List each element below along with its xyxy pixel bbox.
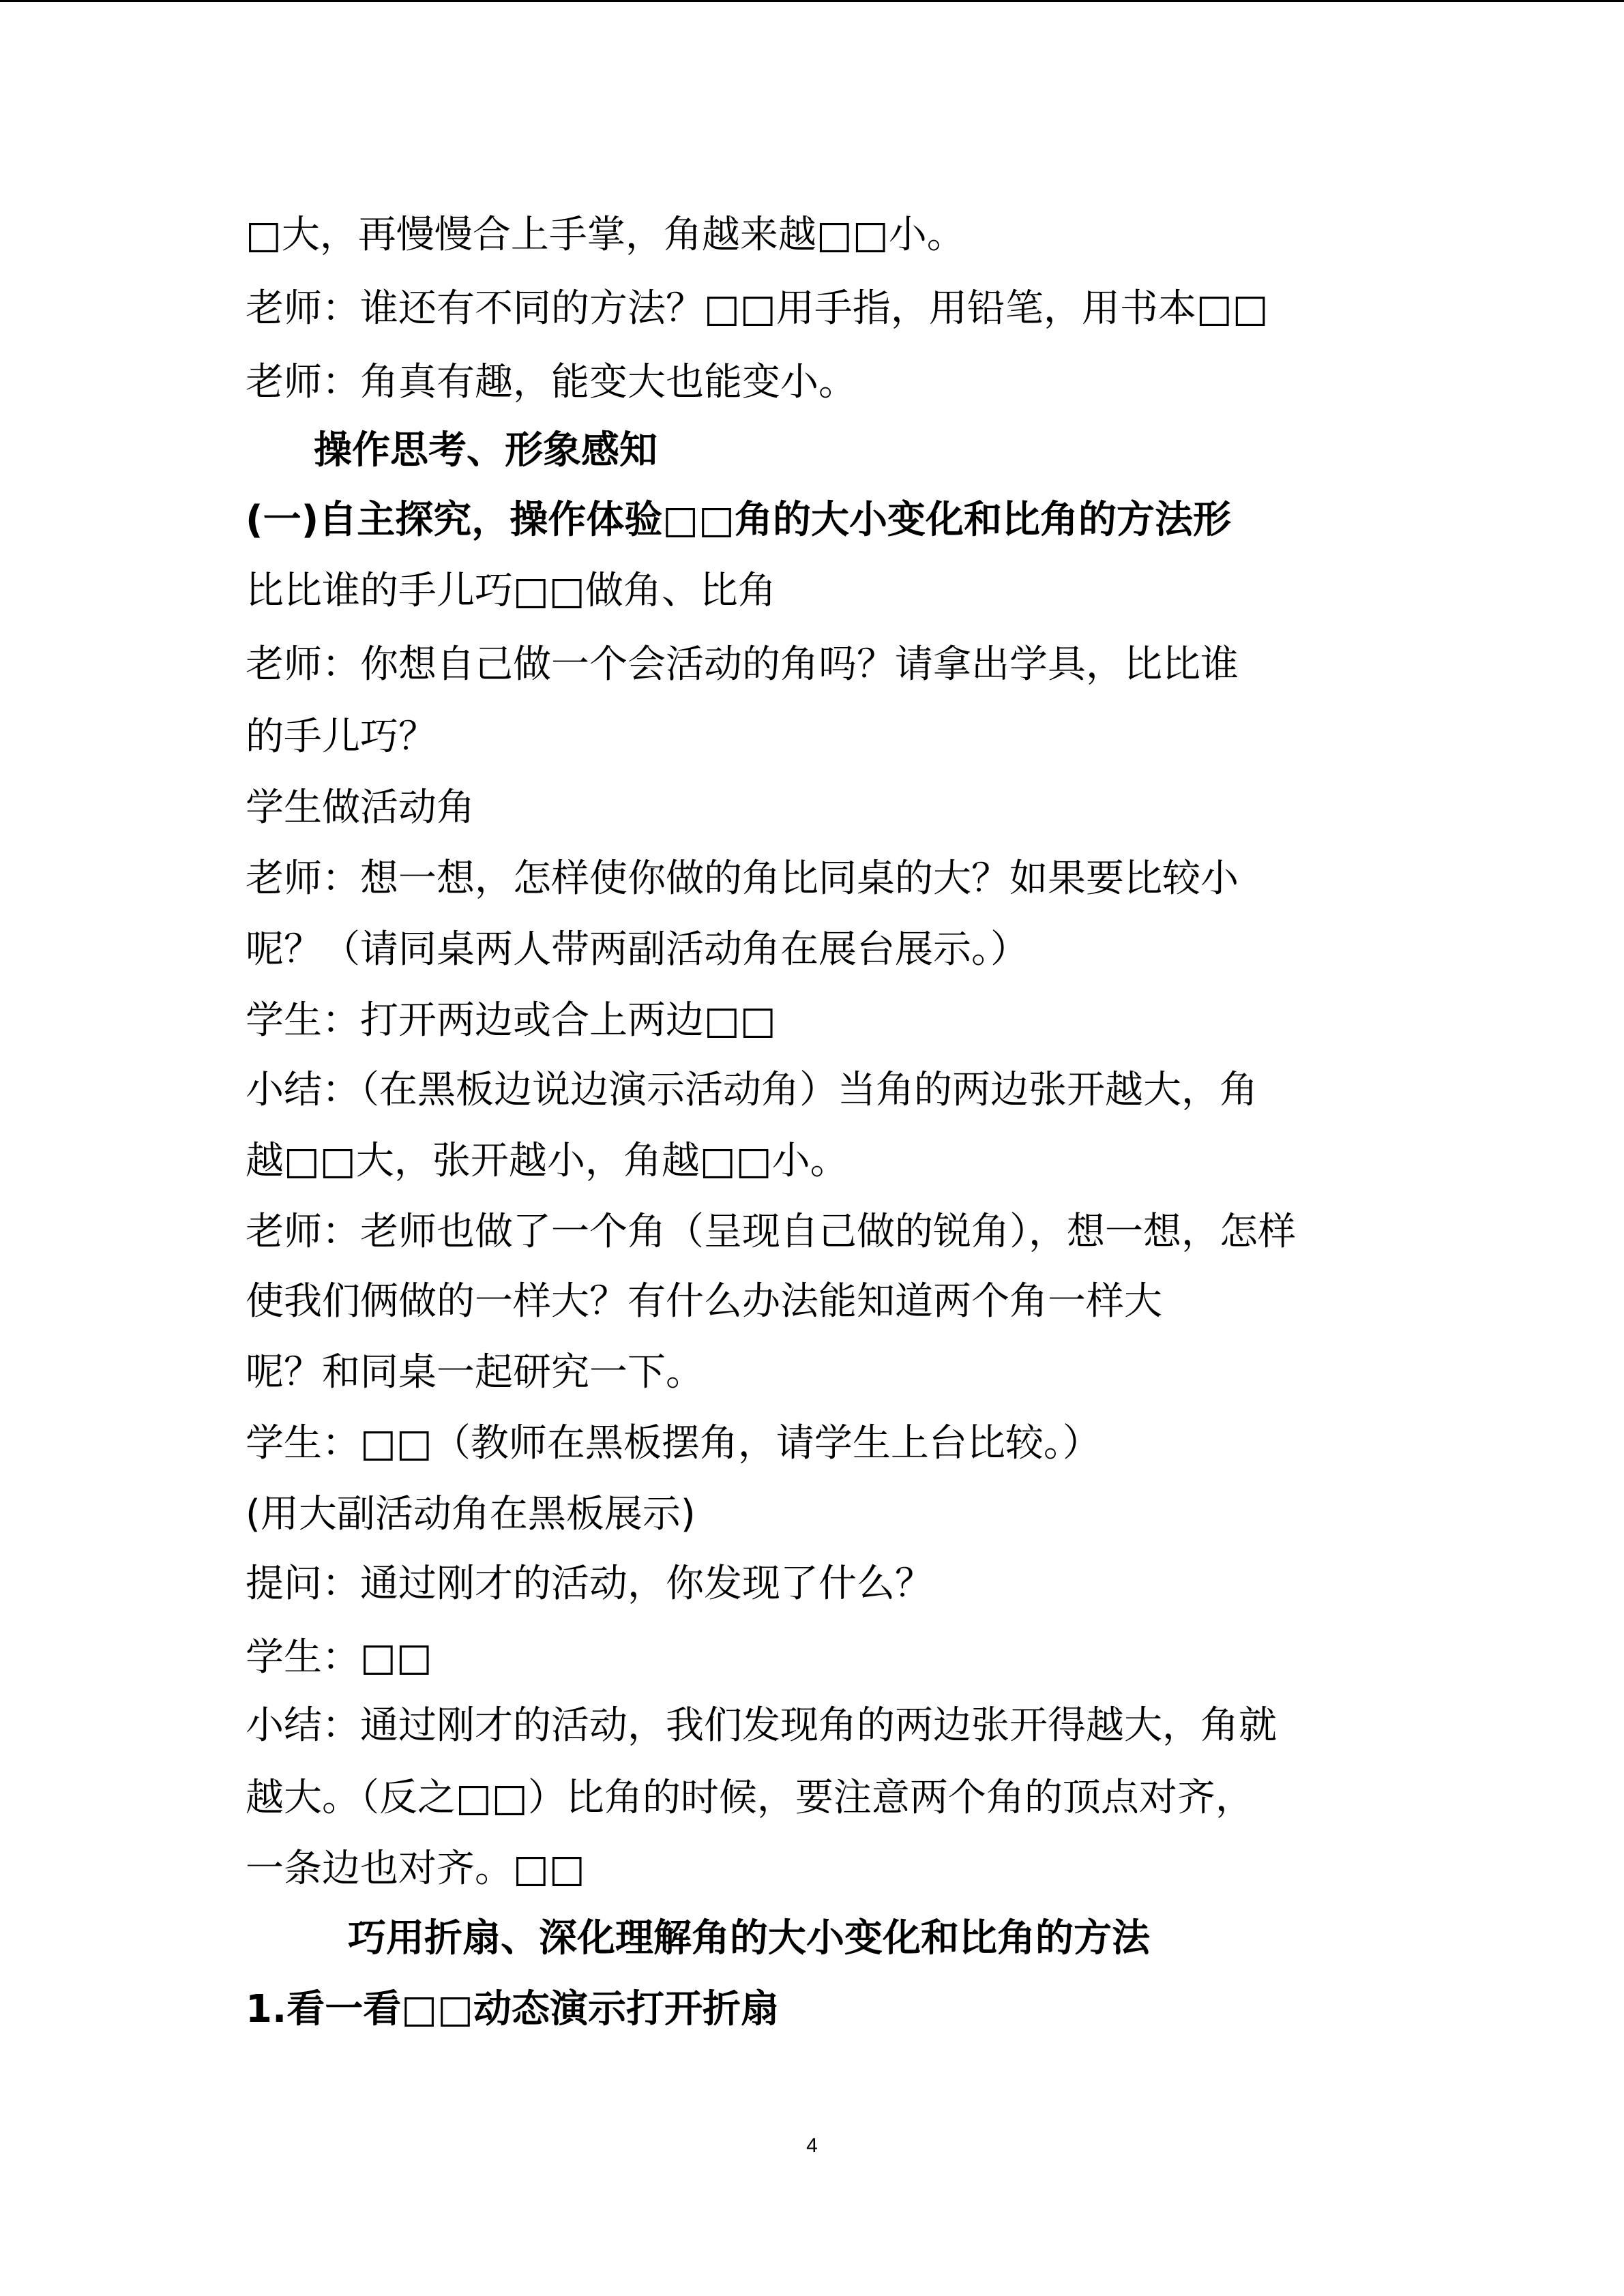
section-heading: 巧用折扇、深化理解角的大小变化和比角的方法 xyxy=(348,1916,1150,1960)
paragraph-line: 呢？和同桌一起研究一下。 xyxy=(246,1350,704,1395)
paragraph-line: 一条边也对齐。□□ xyxy=(246,1847,585,1891)
paragraph-line: 老师：谁还有不同的方法？□□用手指，用铅笔，用书本□□ xyxy=(246,286,1269,331)
paragraph-line: 的手儿巧？ xyxy=(246,715,437,759)
paragraph-line: 老师：你想自己做一个会活动的角吗？请拿出学具，比比谁 xyxy=(246,642,1239,687)
paragraph-line: (用大副活动角在黑板展示) xyxy=(246,1492,696,1536)
paragraph-line: 老师：老师也做了一个角（呈现自己做的锐角），想一想，怎样 xyxy=(246,1210,1296,1254)
subsection-heading: (一)自主探究，操作体验□□角的大小变化和比角的方法形 xyxy=(246,498,1232,542)
paragraph-line: 小结：（在黑板边说边演示活动角）当角的两边张开越大，角 xyxy=(246,1068,1258,1112)
page-number: 4 xyxy=(806,2134,818,2157)
paragraph-line: 呢？（请同桌两人带两副活动角在展台展示。） xyxy=(246,927,1029,972)
paragraph-line: 老师：角真有趣，能变大也能变小。 xyxy=(246,360,857,404)
paragraph-line: 老师：想一想，怎样使你做的角比同桌的大？如果要比较小 xyxy=(246,856,1239,901)
paragraph-line: 学生：打开两边或合上两边□□ xyxy=(246,998,776,1043)
paragraph-line: 比比谁的手儿巧□□做角、比角 xyxy=(246,569,776,613)
paragraph-line: □大，再慢慢合上手掌，角越来越□□小。 xyxy=(246,213,965,257)
paragraph-line: 学生：□□（教师在黑板摆角，请学生上台比较。） xyxy=(246,1421,1101,1465)
subsection-heading: 1.看一看□□动态演示打开折扇 xyxy=(246,1987,780,2031)
paragraph-line: 学生做活动角 xyxy=(246,786,475,830)
paragraph-line: 提问：通过刚才的活动，你发现了什么？ xyxy=(246,1562,933,1606)
paragraph-line: 小结：通过刚才的活动，我们发现角的两边张开得越大，角就 xyxy=(246,1703,1277,1748)
top-border-line xyxy=(0,0,1624,2)
section-heading: 操作思考、形象感知 xyxy=(314,428,658,473)
paragraph-line: 使我们俩做的一样大？有什么办法能知道两个角一样大 xyxy=(246,1279,1162,1324)
paragraph-line: 越□□大，张开越小，角越□□小。 xyxy=(246,1139,848,1183)
paragraph-line: 学生：□□ xyxy=(246,1635,432,1680)
paragraph-line: 越大。（反之□□）比角的时候，要注意两个角的顶点对齐， xyxy=(246,1776,1254,1820)
